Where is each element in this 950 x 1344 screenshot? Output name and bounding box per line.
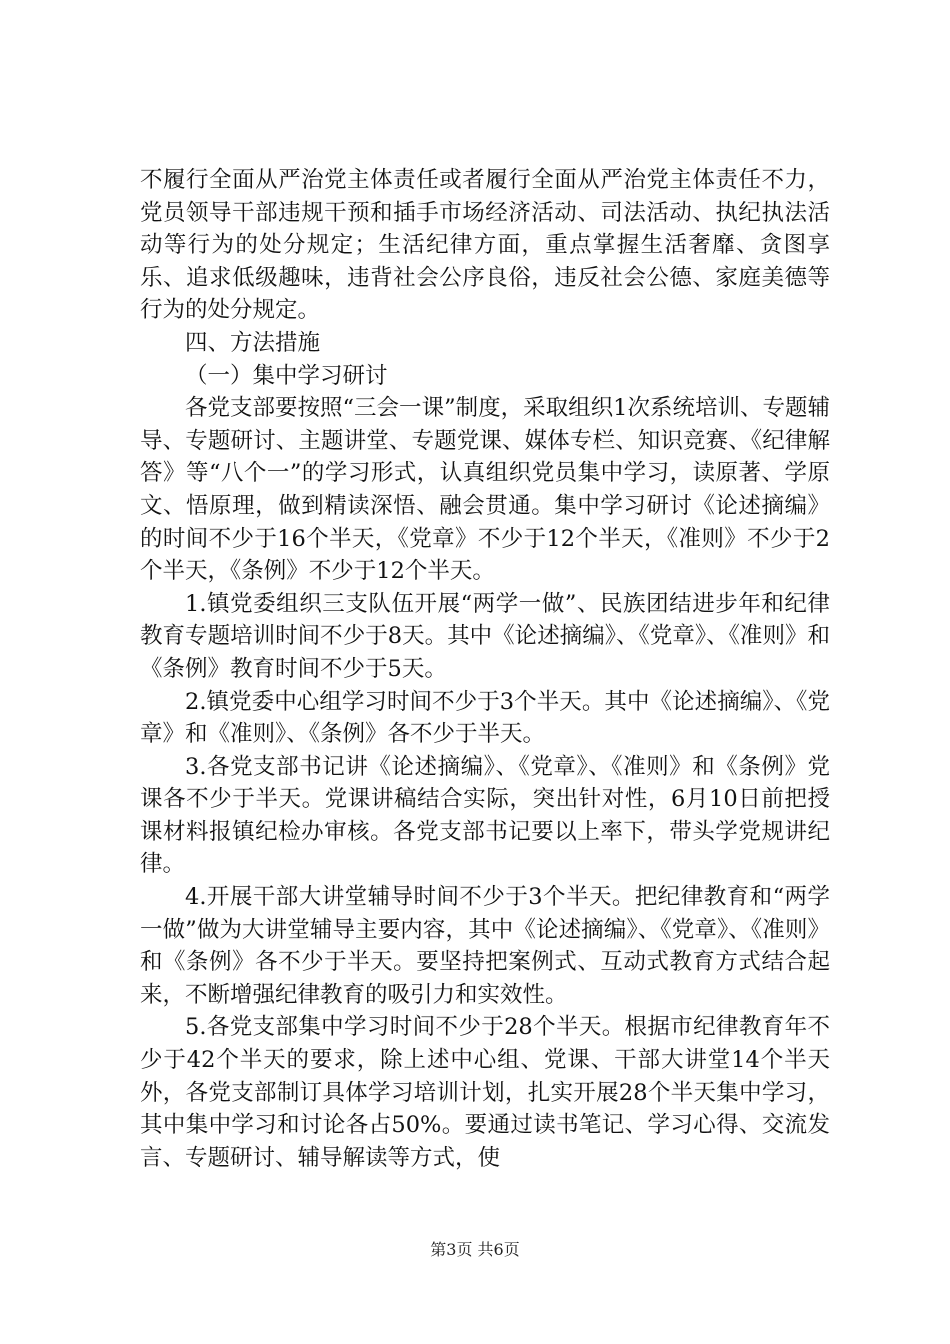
section-heading-methods: 四、方法措施: [185, 329, 321, 356]
list-item-3: 3.各党支部书记讲《论述摘编》、《党章》、《准则》和《条例》党课各不少于半天。党课讲稿结合实际，突出针对性，6月10日前把授课材料报镇纪检办审核。各党支部书记要以上率下，带头学党规讲纪律。: [140, 753, 830, 878]
subsection-heading-study: （一）集中学习研讨: [185, 362, 388, 389]
list-item-4: 4.开展干部大讲堂辅导时间不少于3个半天。把纪律教育和“两学一做”做为大讲堂辅导主要内容，其中《论述摘编》、《党章》、《准则》和《条例》各不少于半天。要坚持把案例式、互动式教育方式结合起来，不断增强纪律教育的吸引力和实效性。: [140, 884, 830, 1008]
page-footer: 第3页 共6页: [430, 1240, 520, 1259]
paragraph-study-intro: 各党支部要按照“三会一课”制度，采取组织1次系统培训、专题辅导、专题研讨、主题讲堂、专题党课、媒体专栏、知识竞赛、《纪律解答》等“八个一”的学习形式，认真组织党员集中学习，读原著、学原文、悟原理，做到精读深悟、融会贯通。集中学习研讨《论述摘编》的时间不少于16个半天，《党章》不少于12个半天，《准则》不少于2个半天，《条例》不少于12个半天。: [140, 395, 830, 585]
list-item-2: 2.镇党委中心组学习时间不少于3个半天。其中《论述摘编》、《党章》和《准则》、《条例》各不少于半天。: [140, 688, 830, 748]
list-item-5: 5.各党支部集中学习时间不少于28个半天。根据市纪律教育年不少于42个半天的要求，除上述中心组、党课、干部大讲堂14个半天外，各党支部制订具体学习培训计划，扎实开展28个半天集中学习，其中集中学习和讨论各占50%。要通过读书笔记、学习心得、交流发言、专题研讨、辅导解读等方式，使: [140, 1014, 830, 1171]
list-item-1: 1.镇党委组织三支队伍开展“两学一做”、民族团结进步年和纪律教育专题培训时间不少于8天。其中《论述摘编》、《党章》、《准则》和《条例》教育时间不少于5天。: [140, 590, 830, 682]
paragraph-continuation: 不履行全面从严治党主体责任或者履行全面从严治党主体责任不力，党员领导干部违规干预和插手市场经济活动、司法活动、执纪执法活动等行为的处分规定；生活纪律方面，重点掌握生活奢靡、贪图享乐、追求低级趣味，违背社会公序良俗，违反社会公德、家庭美德等行为的处分规定。: [140, 167, 830, 324]
document-body: [140, 164, 830, 1174]
